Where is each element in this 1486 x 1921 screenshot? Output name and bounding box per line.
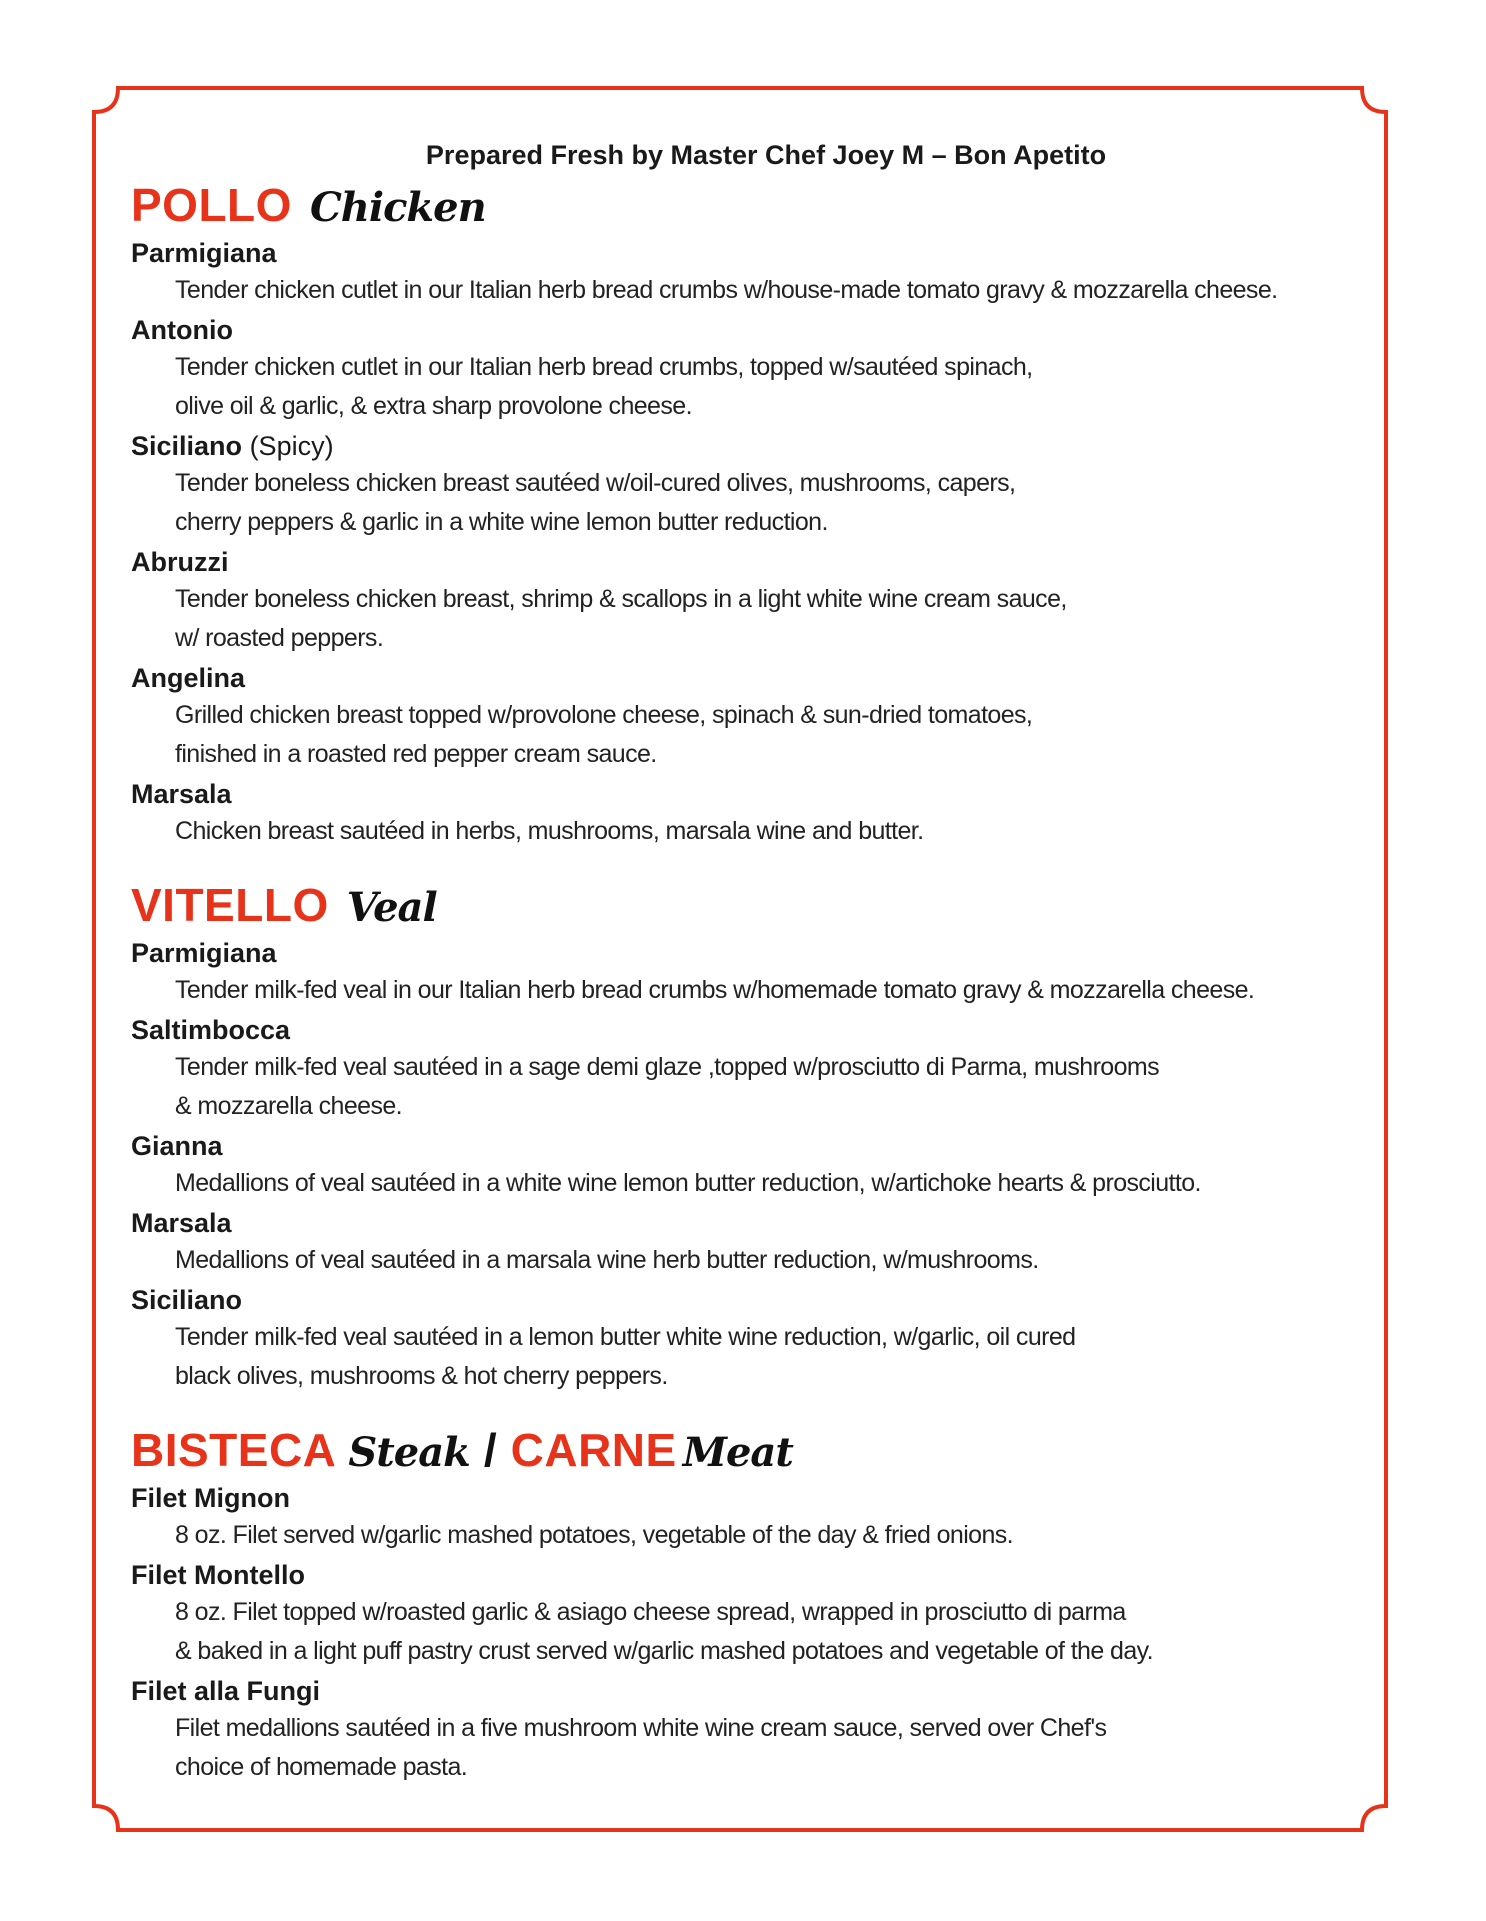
description-line: Chicken breast sautéed in herbs, mushrooms, marsala wine and butter. <box>175 817 924 845</box>
menu-item-description <box>131 1164 1361 1203</box>
section-title-english-2: Meat <box>682 1429 793 1476</box>
menu-item-name <box>131 660 1361 696</box>
description-line: Medallions of veal sautéed in a marsala wine herb butter reduction, w/mushrooms. <box>175 1246 1039 1274</box>
item-name-text: Marsala <box>131 1208 232 1238</box>
section-title-english: Steak <box>348 1429 470 1476</box>
section-vitello <box>131 877 1361 1396</box>
section-heading <box>131 877 1361 933</box>
description-line: 8 oz. Filet served w/garlic mashed potatoes, vegetable of the day & fried onions. <box>175 1521 1014 1549</box>
menu-item-description <box>131 971 1361 1010</box>
description-line: Tender chicken cutlet in our Italian herb bread crumbs w/house-made tomato gravy & mozzarella cheese. <box>175 276 1278 304</box>
item-name-text: Saltimbocca <box>131 1015 291 1045</box>
menu-item-description <box>131 1516 1361 1555</box>
item-name-text: Filet alla Fungi <box>131 1676 321 1706</box>
description-line: Tender boneless chicken breast sautéed w/oil-cured olives, mushrooms, capers, <box>175 469 1016 497</box>
description-line: w/ roasted peppers. <box>175 624 384 652</box>
item-name-text: Gianna <box>131 1131 223 1161</box>
item-name-text: Filet Montello <box>131 1560 305 1590</box>
item-name-text: Filet Mignon <box>131 1483 290 1513</box>
item-name-text: Angelina <box>131 663 246 693</box>
description-line: Medallions of veal sautéed in a white wine lemon butter reduction, w/artichoke hearts & prosciutto. <box>175 1169 1201 1197</box>
description-line: 8 oz. Filet topped w/roasted garlic & asiago cheese spread, wrapped in prosciutto di parma <box>175 1598 1126 1626</box>
section-title-italian: VITELLO <box>131 879 329 931</box>
description-line: Filet medallions sautéed in a five mushroom white wine cream sauce, served over Chef's <box>175 1714 1107 1742</box>
description-line: Grilled chicken breast topped w/provolone cheese, spinach & sun-dried tomatoes, <box>175 701 1033 729</box>
section-heading <box>131 1422 1361 1478</box>
menu-item-name <box>131 1128 1361 1164</box>
section-bisteca <box>131 1422 1361 1787</box>
menu-item-name <box>131 776 1361 812</box>
menu-item-name <box>131 1282 1361 1318</box>
section-title-english: Veal <box>346 884 437 931</box>
description-line: Tender milk-fed veal in our Italian herb bread crumbs w/homemade tomato gravy & mozzarella cheese. <box>175 976 1255 1004</box>
section-title-italian: POLLO <box>131 179 292 231</box>
item-name-text: Siciliano <box>131 431 243 461</box>
menu-item-description <box>131 696 1361 774</box>
section-title-italian: BISTECA <box>131 1424 337 1476</box>
description-line: Tender boneless chicken breast, shrimp & scallops in a light white wine cream sauce, <box>175 585 1067 613</box>
section-heading <box>131 177 1361 233</box>
menu-items <box>131 935 1361 1396</box>
description-line: & mozzarella cheese. <box>175 1092 403 1120</box>
description-line: Tender milk-fed veal sautéed in a lemon butter white wine reduction, w/garlic, oil cured <box>175 1323 1076 1351</box>
menu-item-description <box>131 1241 1361 1280</box>
menu-item-description <box>131 464 1361 542</box>
item-name-text: Siciliano <box>131 1285 243 1315</box>
description-line: choice of homemade pasta. <box>175 1753 468 1781</box>
menu-items <box>131 1480 1361 1787</box>
section-title-italian-2: CARNE <box>510 1424 677 1476</box>
item-name-text: Antonio <box>131 315 233 345</box>
menu-item-description <box>131 1593 1361 1671</box>
tagline: Prepared Fresh by Master Chef Joey M – Bon Apetito <box>425 140 1107 170</box>
description-line: olive oil & garlic, & extra sharp provolone cheese. <box>175 392 692 420</box>
description-line: & baked in a light puff pastry crust served w/garlic mashed potatoes and vegetable of the day. <box>175 1637 1154 1665</box>
item-name-text: Abruzzi <box>131 547 229 577</box>
menu-content <box>131 130 1361 1787</box>
menu-item-name <box>131 235 1361 271</box>
menu-item-name <box>131 1480 1361 1516</box>
menu-item-description <box>131 812 1361 851</box>
menu-item-description <box>131 1318 1361 1396</box>
section-pollo <box>131 177 1361 851</box>
menu-item-name <box>131 1673 1361 1709</box>
item-name-text: Parmigiana <box>131 238 277 268</box>
item-note: (Spicy) <box>249 431 334 461</box>
menu-item-description <box>131 1709 1361 1787</box>
item-name-text: Parmigiana <box>131 938 277 968</box>
description-line: Tender milk-fed veal sautéed in a sage demi glaze ,topped w/prosciutto di Parma, mushrooms <box>175 1053 1160 1081</box>
section-title-english: Chicken <box>309 184 486 231</box>
menu-item-description <box>131 580 1361 658</box>
menu-item-description <box>131 1048 1361 1126</box>
description-line: black olives, mushrooms & hot cherry peppers. <box>175 1362 668 1390</box>
description-line: cherry peppers & garlic in a white wine lemon butter reduction. <box>175 508 828 536</box>
item-name-text: Marsala <box>131 779 232 809</box>
menu-item-name <box>131 935 1361 971</box>
menu-item-name <box>131 312 1361 348</box>
menu-item-name <box>131 1205 1361 1241</box>
menu-item-description <box>131 271 1361 310</box>
menu-item-description <box>131 348 1361 426</box>
description-line: Tender chicken cutlet in our Italian herb bread crumbs, topped w/sautéed spinach, <box>175 353 1033 381</box>
menu-item-name <box>131 1012 1361 1048</box>
menu-items <box>131 235 1361 851</box>
menu-item-name <box>131 1557 1361 1593</box>
section-separator: / <box>483 1424 497 1476</box>
description-line: finished in a roasted red pepper cream sauce. <box>175 740 657 768</box>
menu-item-name <box>131 544 1361 580</box>
menu-item-name <box>131 428 1361 464</box>
